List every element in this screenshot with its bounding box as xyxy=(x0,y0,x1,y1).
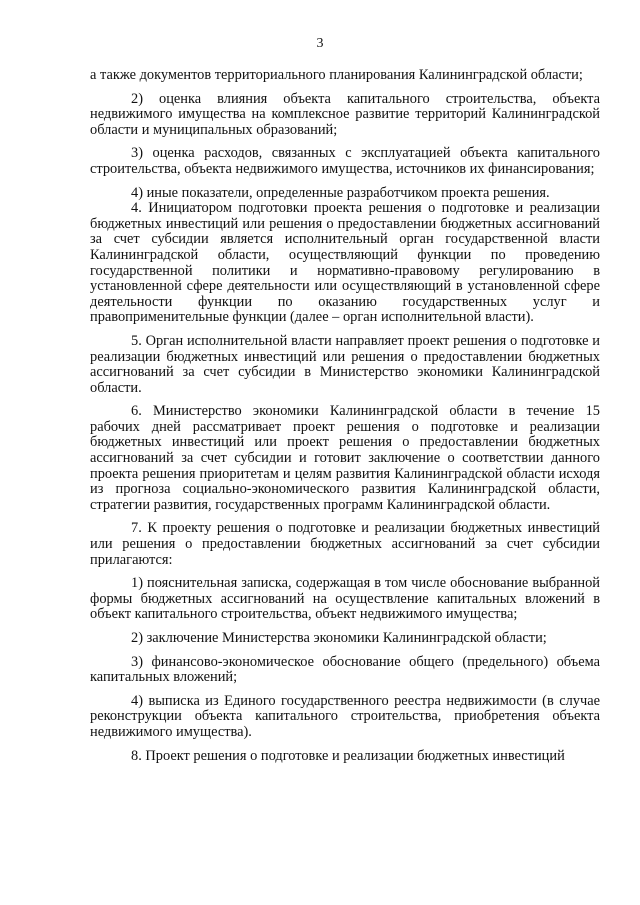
paragraph-attachment-1: 1) пояснительная записка, содержащая в том числе обоснование выбранной формы бюджетных ассигнований на осуществление капитальных вложений в объект капитального строительства, объект недвижимого имущества; xyxy=(90,575,600,623)
paragraph-item-3: 3) оценка расходов, связанных с эксплуатацией объекта капитального строительства, объекта недвижимого имущества, источников их финансирования; xyxy=(90,145,600,177)
paragraph-attachment-3: 3) финансово-экономическое обоснование общего (предельного) объема капитальных вложений; xyxy=(90,653,600,686)
paragraph-section-4: 4. Инициатором подготовки проекта решения о подготовке и реализации бюджетных инвестиций или решения о предоставлении бюджетных ассигнований за счет субсидии является исполнительный орган государственной власти Калининградской области, осуществляющий функции по проведению государственной политики и нормативно-правовому регулированию в установленной сфере деятельности или осуществляющий в установленной сфере деятельности функции по оказанию государственных услуг и правоприменительные функции (далее – орган исполнительной власти). xyxy=(90,200,600,326)
page-number: 3 xyxy=(316,36,324,51)
paragraph-item-2: 2) оценка влияния объекта капитального строительства, объекта недвижимого имущества на комплексное развитие территорий Калининградской области и муниципальных образований; xyxy=(90,90,600,138)
paragraph-section-8: 8. Проект решения о подготовке и реализации бюджетных инвестиций xyxy=(131,747,565,764)
paragraph-item-4: 4) иные показатели, определенные разработчиком проекта решения. xyxy=(131,184,550,201)
document-body xyxy=(90,68,600,764)
paragraph-section-5: 5. Орган исполнительной власти направляет проект решения о подготовке и реализации бюджетных инвестиций или решения о предоставлении бюджетных ассигнований за счет субсидии в Министерство экономики Калининградской области. xyxy=(90,332,600,396)
paragraph-section-7: 7. К проекту решения о подготовке и реализации бюджетных инвестиций или решения о предоставлении бюджетных ассигнований за счет субсидии прилагаются: xyxy=(90,520,600,568)
paragraph-continuation: а также документов территориального планирования Калининградской области; xyxy=(90,67,583,83)
paragraph-attachment-4: 4) выписка из Единого государственного реестра недвижимости (в случае реконструкции объекта капитального строительства, приобретения объекта недвижимого имущества). xyxy=(90,692,600,740)
paragraph-attachment-2: 2) заключение Министерства экономики Калининградской области; xyxy=(131,630,547,646)
paragraph-section-6: 6. Министерство экономики Калининградской области в течение 15 рабочих дней рассматривает проект решения о подготовке и реализации бюджетных инвестиций или проект решения о предоставлении бюджетных ассигнований за счет субсидии и готовит заключение о соответствии данного проекта решения приоритетам и целям развития Калининградской области исходя из прогноза социально-экономического развития Калининградской области, стратегии развития, государственных программ Калининградской области. xyxy=(90,403,600,513)
